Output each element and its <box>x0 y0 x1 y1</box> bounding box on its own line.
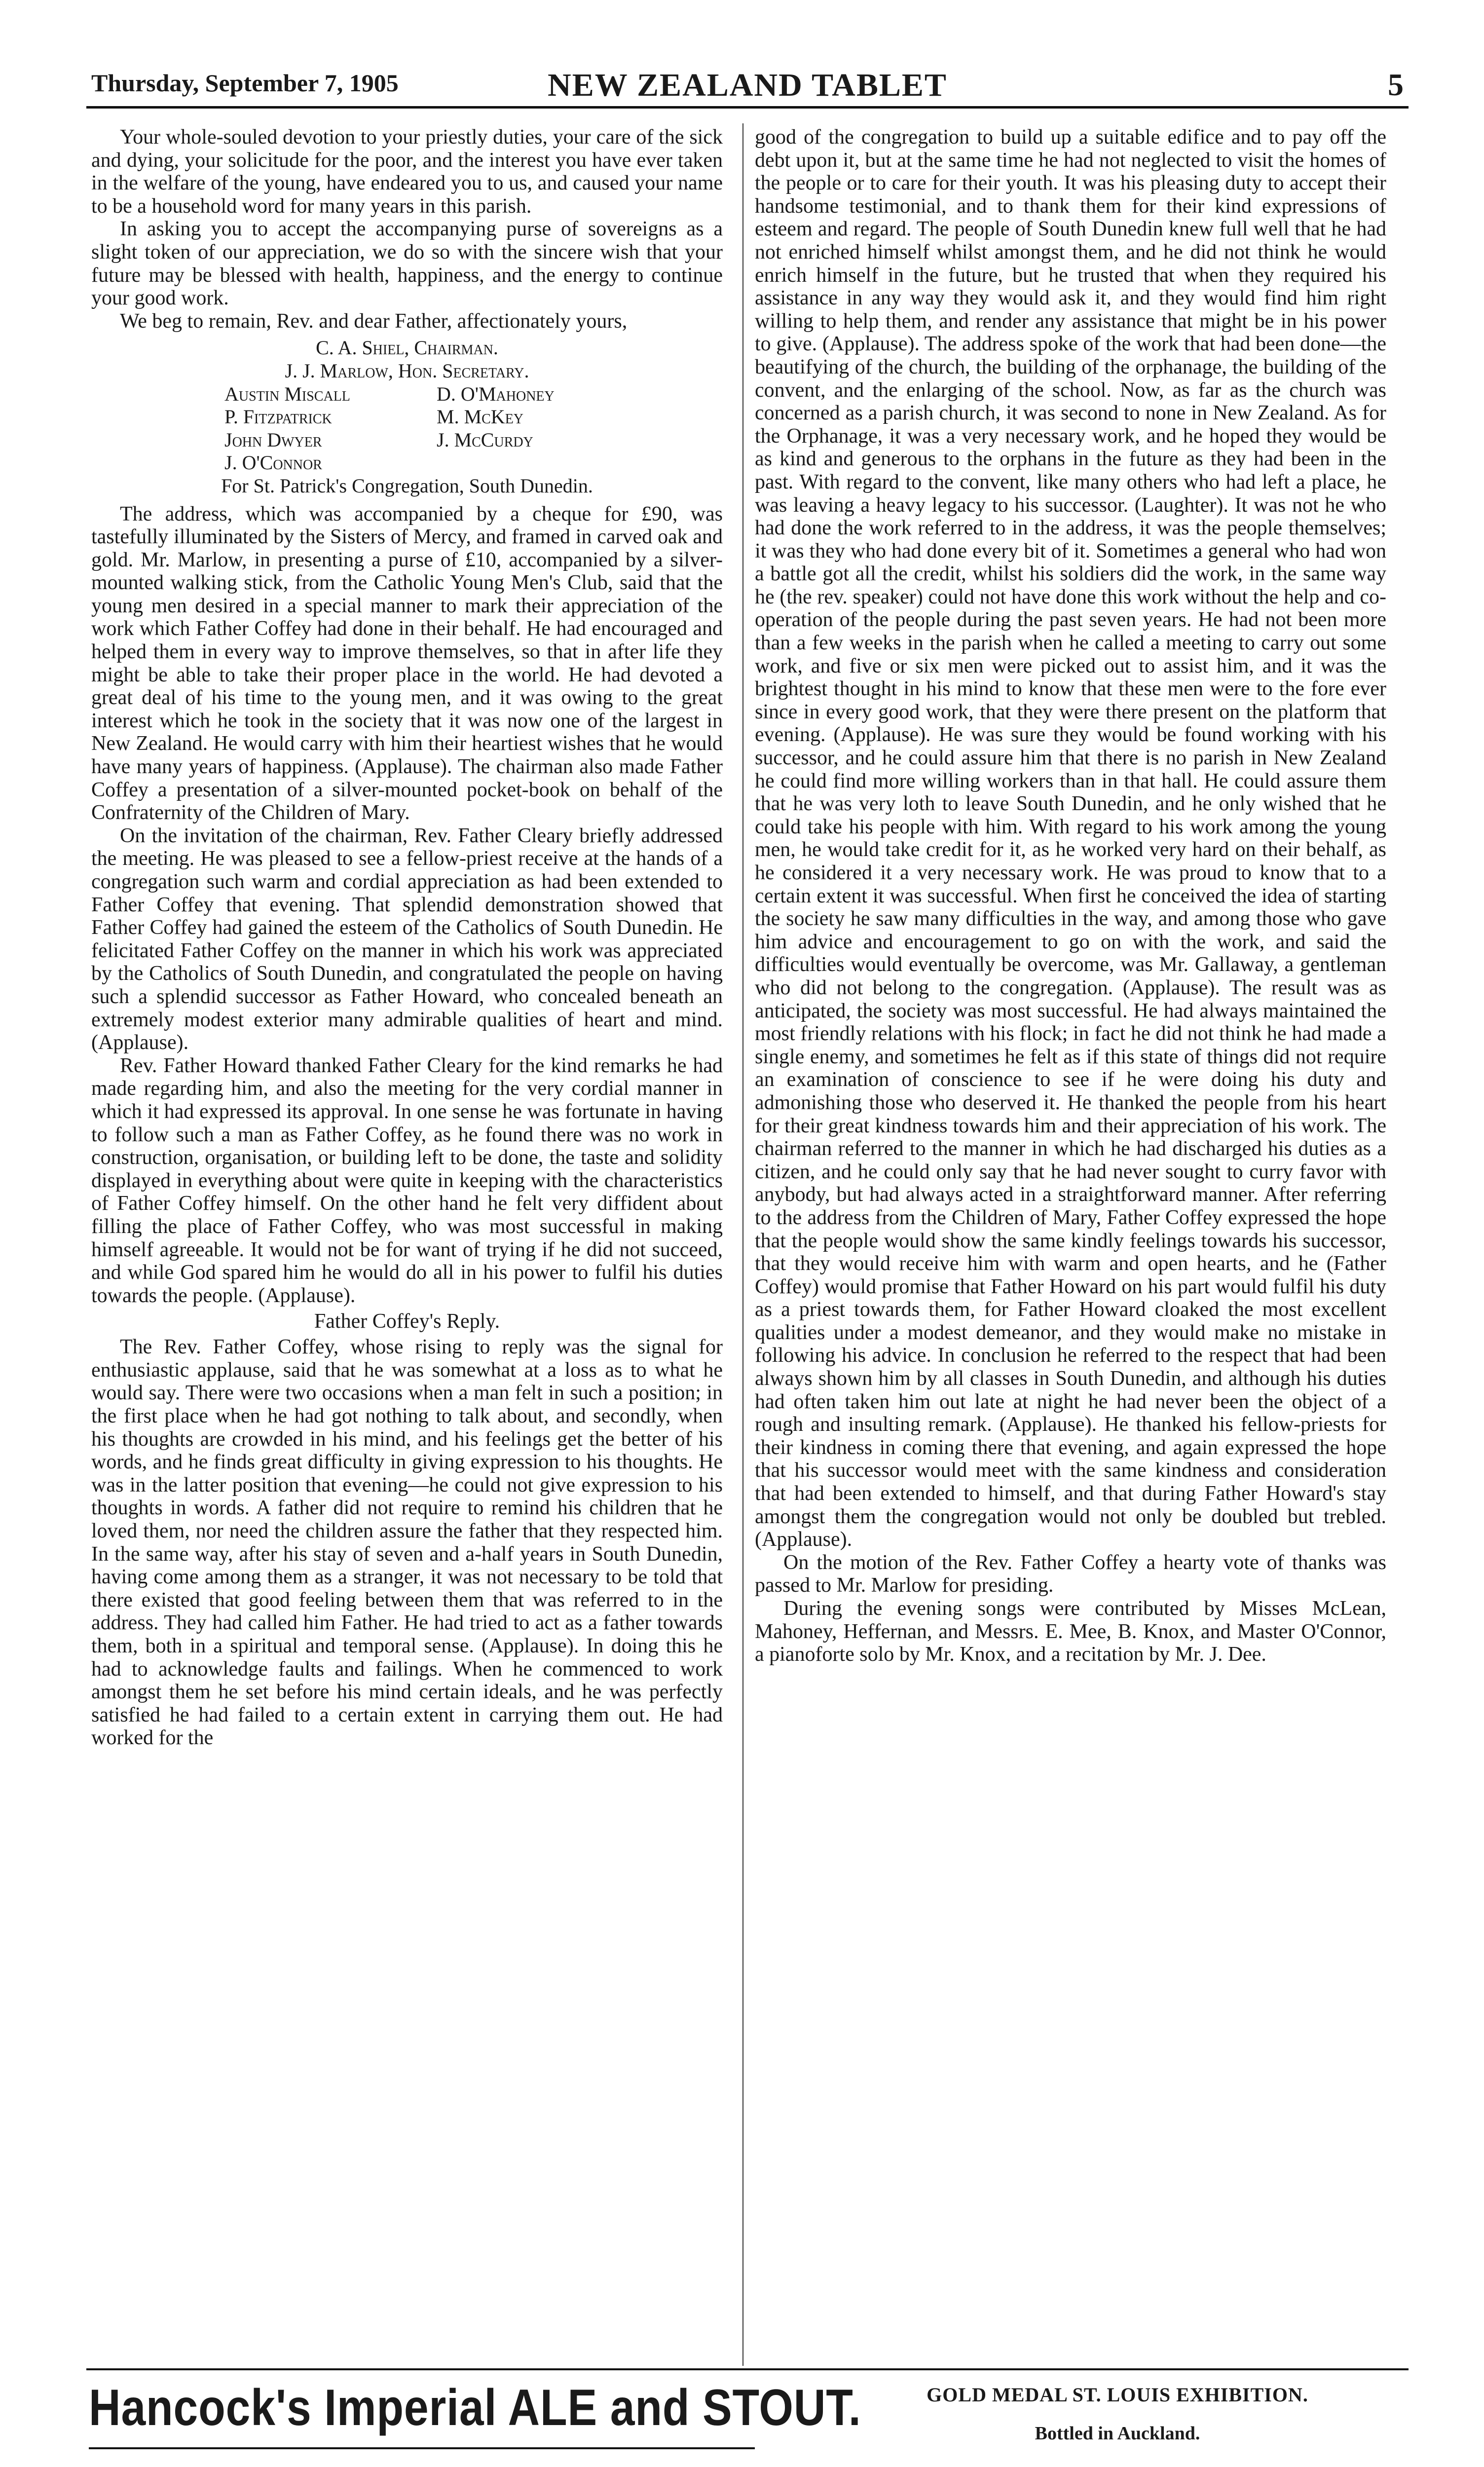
paragraph: On the motion of the Rev. Father Coffey a hearty vote of thanks was passed to Mr. Marlow for presiding. <box>755 1551 1386 1597</box>
footer-rule <box>86 2368 1409 2370</box>
signature-name: M. McKey <box>437 406 524 428</box>
paragraph: The address, which was accompanied by a cheque for £90, was tastefully illuminated by the Sisters of Mercy, and framed in carved oak and gold. Mr. Marlow, in presenting a purse of £10, accompanied by a silver-mounted walking stick, from the Catholic Young Men's Club, said that the young men desired in a special manner to mark their appreciation of the work which Father Coffey had done in their behalf. He had encouraged and helped them in every way to improve themselves, so that in after life they might be able to take their proper place in the world. He had devoted a great deal of his time to the young men, and it was owing to the great interest which he took in the society that it was now one of the largest in New Zealand. He would carry with him their heartiest wishes that he would have many years of happiness. (Applause). The chairman also made Father Coffey a presentation of a silver-mounted pocket-book on behalf of the Confraternity of the Children of Mary. <box>91 502 723 824</box>
advertisement-hancocks: Hancock's Imperial ALE and STOUT. <box>89 2379 861 2436</box>
paragraph: Your whole-souled devotion to your priestly duties, your care of the sick and dying, your solicitude for the poor, and the interest you have ever taken in the welfare of the young, have endeared you to us, and caused your name to be a household word for many years in this parish. <box>91 126 723 218</box>
paragraph: During the evening songs were contributed by Misses McLean, Mahoney, Heffernan, and Messrs. E. Mee, B. Knox, and Master O'Connor, a pianoforte solo by Mr. Knox, and a recitation by Mr. J. Dee. <box>755 1597 1386 1666</box>
paragraph: good of the congregation to build up a suitable edifice and to pay off the debt upon it, but at the same time he had not neglected to visit the homes of the people or to care for their youth. It was his pleasing duty to accept their handsome testimonial, and to thank them for their kind expressions of esteem and regard. The people of South Dunedin knew full well that he had not enriched himself whilst amongst them, and he did not think he would enrich himself in the future, but he trusted that when they required his assistance in any way they would ask it, and they would find him right willing to help them, and render any assistance that might be in his power to give. (Applause). The address spoke of the work that had been done—the beautifying of the church, the building of the orphanage, the building of the convent, and the enlarging of the school. Now, as far as the church was concerned as a parish church, it was second to none in New Zealand. As for the Orphanage, it was a very necessary work, and he hoped they would be as kind and generous to the orphans in the future as they had been in the past. With regard to the convent, like many others who had left a place, he was leaving a heavy legacy to his successor. (Laughter). It was not he who had done the work referred to in the address, it was the people themselves; it was they who had done every bit of it. Sometimes a general who had won a battle got all the credit, whilst his soldiers did the work, in the same way he (the rev. speaker) could not have done this work without the help and co-operation of the people during the past seven years. He had not been more than a few weeks in the parish when he called a meeting to carry out some work, and five or six men were picked out to assist him, and it was the brightest thought in his mind to know that these men were to the fore ever since in every good work, that they were there present on the platform that evening. (Applause). He was sure they would be found working with his successor, and he could assure him that there is no parish in New Zealand he could find more willing workers than in that hall. He could assure them that he was very loth to leave South Dunedin, and he only wished that he could take his people with him. With regard to his work among the young men, he would take credit for it, as he worked very hard on their behalf, as he considered it a very necessary work. He was proud to know that to a certain extent it was successful. When first he conceived the idea of starting the society he saw many difficulties in the way, and among those who gave him advice and encouragement to go on with the work, and said the difficulties would eventually be overcome, was Mr. Gallaway, a gentleman who did not belong to the congregation. (Applause). The result was as anticipated, the society was most successful. He had always maintained the most friendly relations with his flock; in fact he did not think he had made a single enemy, and sometimes he felt as if this state of things did not require an examination of conscience to see if he were doing his duty and admonishing those who deserved it. He thanked the people from his heart for their great kindness towards him and their appreciation of his work. The chairman referred to the manner in which he had discharged his duties as a citizen, and he could only say that he had never sought to curry favor with anybody, but had always acted in a straightforward manner. After referring to the address from the Children of Mary, Father Coffey expressed the hope that the people would show the same kindly feelings towards his successor, that they would receive him with warm and open hearts, and he (Father Coffey) would promise that Father Howard on his part would fulfil his duty as a priest towards them, for Father Howard cloaked the most excellent qualities under a modest demeanor, and they would make no mistake in following his advice. In conclusion he referred to the respect that had been always shown him by all classes in South Dunedin, and although his duties had often taken him out late at night he had never been the object of a rough and insulting remark. (Applause). He thanked his fellow-priests for their kindness in coming there that evening, and again expressed the hope that his successor would meet with the same kindness and consideration that had been extended to himself, and that during Father Howard's stay amongst them the congregation would not only be doubled but trebled. (Applause). <box>755 126 1386 1551</box>
page-number: 5 <box>1388 67 1404 102</box>
signature-row <box>91 429 723 452</box>
signature-chairman: C. A. Shiel, Chairman. <box>316 336 498 359</box>
paragraph: Rev. Father Howard thanked Father Cleary for the kind remarks he had made regarding him, and also the meeting for the very cordial manner in which it had expressed its approval. In one sense he was fortunate in having to follow such a man as Father Coffey, as he found there was no work in construction, organisation, or building left to be done, the taste and solidity displayed in everything about were quite in keeping with the characteristics of Father Coffey himself. On the other hand he felt very diffident about filling the place of Father Coffey, who was most successful in making himself agreeable. It would not be for want of trying if he did not succeed, and while God spared him he would do all in his power to fulfil his duties towards the people. (Applause). <box>91 1054 723 1307</box>
advertisement-gold-medal: GOLD MEDAL ST. LOUIS EXHIBITION. <box>927 2384 1308 2406</box>
signature-name: Austin Miscall <box>224 382 350 405</box>
signature-block <box>91 336 723 497</box>
issue-date: Thursday, September 7, 1905 <box>91 69 399 97</box>
masthead <box>86 67 1409 109</box>
signature-row <box>91 383 723 406</box>
paragraph: On the invitation of the chairman, Rev. Father Cleary briefly addressed the meeting. He was pleased to see a fellow-priest receive at the hands of a congregation such warm and cordial appreciation as had been extended to Father Coffey that evening. That splendid demonstration showed that Father Coffey had gained the esteem of the Catholics of South Dunedin. He felicitated Father Coffey on the manner in which his work was appreciated by the Catholics of South Dunedin, and congratulated the people on having such a splendid successor as Father Howard, who concealed beneath an extremely modest exterior many admirable qualities of heart and mind. (Applause). <box>91 824 723 1054</box>
paragraph: The Rev. Father Coffey, whose rising to reply was the signal for enthusiastic applause, said that he was somewhat at a loss as to what he would say. There were two occasions when a man felt in such a position; in the first place when he had got nothing to talk about, and secondly, when his thoughts are crowded in his mind, and his feelings get the better of his words, and he finds great difficulty in giving expression to his thoughts. He was in the latter position that evening—he could not give expression to his thoughts in words. A father did not require to remind his children that he loved them, nor need the children assure the father that they respected him. In the same way, after his stay of seven and a-half years in South Dunedin, having come among them as a stranger, it was not necessary to be told that there existed that good feeling between them that was referred to in the address. They had called him Father. He had tried to act as a father towards them, both in a spiritual and temporal sense. (Applause). In doing this he had to acknowledge faults and failings. When he commenced to work amongst them he set before his mind certain ideals, and he was perfectly satisfied he had failed to a certain extent in carrying them out. He had worked for the <box>91 1336 723 1750</box>
signature-name: P. Fitzpatrick <box>224 406 332 428</box>
paragraph: In asking you to accept the accompanying purse of sovereigns as a slight token of our appreciation, we do so with the sincere wish that your future may be blessed with health, happiness, and the energy to continue your good work. <box>91 218 723 310</box>
signature-row <box>91 406 723 429</box>
right-column <box>755 126 1386 2361</box>
newspaper-title: NEW ZEALAND TABLET <box>548 67 947 103</box>
section-subheading: Father Coffey's Reply. <box>314 1310 500 1333</box>
advertisement-bottled: Bottled in Auckland. <box>1035 2423 1200 2444</box>
signature-name: John Dwyer <box>224 428 322 451</box>
signature-name: D. O'Mahoney <box>437 382 555 405</box>
signature-name: J. O'Connor <box>224 451 322 474</box>
signature-congregation: For St. Patrick's Congregation, South Dunedin. <box>221 474 593 497</box>
paragraph: We beg to remain, Rev. and dear Father, affectionately yours, <box>120 309 628 333</box>
signature-secretary: J. J. Marlow, Hon. Secretary. <box>285 359 529 382</box>
signature-name: J. McCurdy <box>437 428 533 451</box>
advertisement-underline <box>89 2447 755 2449</box>
column-divider <box>742 123 743 2366</box>
left-column <box>91 126 723 2361</box>
